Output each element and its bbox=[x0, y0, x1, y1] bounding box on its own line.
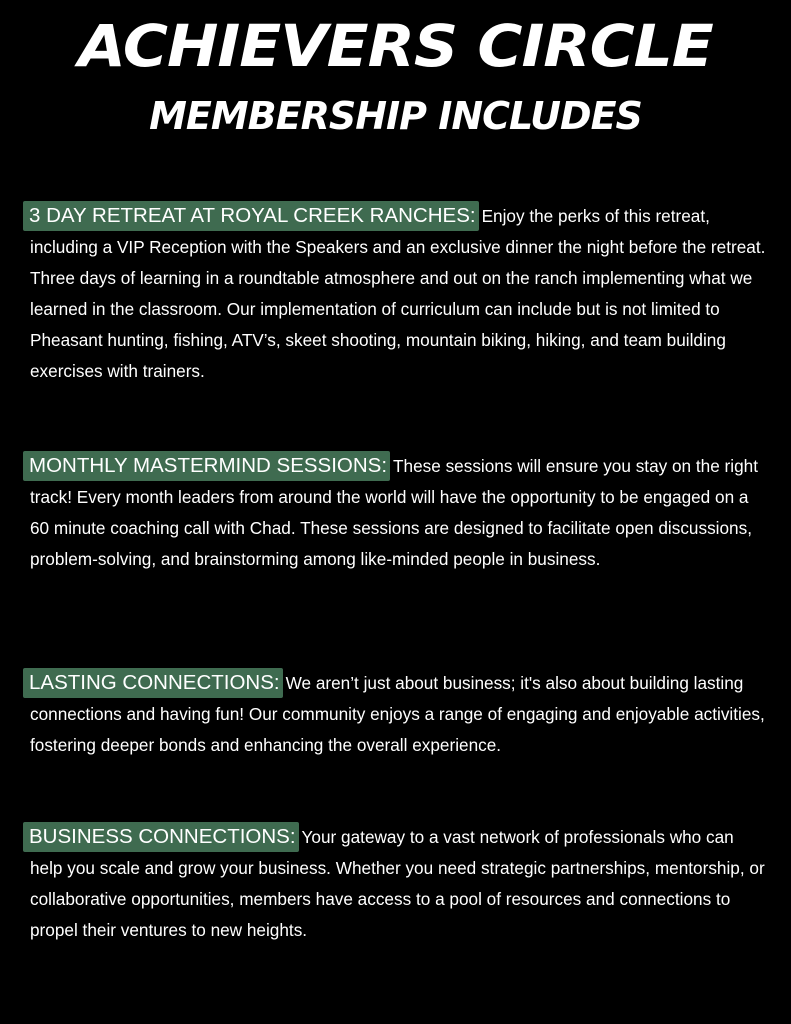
section-body: We aren’t just about business; it's also about building lasting connections and having fun! Our community enjoys a range of engaging and enjoyable activities, fostering deeper bonds and enhancing the overall experience. bbox=[30, 673, 765, 755]
page-subtitle: MEMBERSHIP INCLUDES bbox=[149, 94, 642, 138]
section-body: Your gateway to a vast network of professionals who can help you scale and grow your business. Whether you need strategic partnerships, mentorship, or collaborative opportunities, members have access to a pool of resources and connections to propel their ventures to new heights. bbox=[30, 827, 765, 940]
section-body: Enjoy the perks of this retreat, including a VIP Reception with the Speakers and an exclusive dinner the night before the retreat. Three days of learning in a roundtable atmosphere and out on the ranch implementing what we learned in the classroom. Our implementation of curriculum can include but is not limited to Pheasant hunting, fishing, ATV’s, skeet shooting, mountain biking, hiking, and team building exercises with trainers. bbox=[30, 206, 766, 381]
section-heading: MONTHLY MASTERMIND SESSIONS: bbox=[23, 451, 390, 481]
section-retreat bbox=[30, 201, 770, 387]
section-body: These sessions will ensure you stay on the right track! Every month leaders from around the world will have the opportunity to be engaged on a 60 minute coaching call with Chad. These sessions are designed to facilitate open discussions, problem-solving, and brainstorming among like-minded people in business. bbox=[30, 456, 758, 569]
section-business-connections bbox=[30, 822, 770, 946]
section-heading: BUSINESS CONNECTIONS: bbox=[23, 822, 299, 852]
section-heading: 3 DAY RETREAT AT ROYAL CREEK RANCHES: bbox=[23, 201, 479, 231]
page-title: ACHIEVERS CIRCLE bbox=[78, 12, 713, 80]
section-mastermind bbox=[30, 451, 770, 575]
section-heading: LASTING CONNECTIONS: bbox=[23, 668, 283, 698]
section-lasting-connections bbox=[30, 668, 770, 761]
